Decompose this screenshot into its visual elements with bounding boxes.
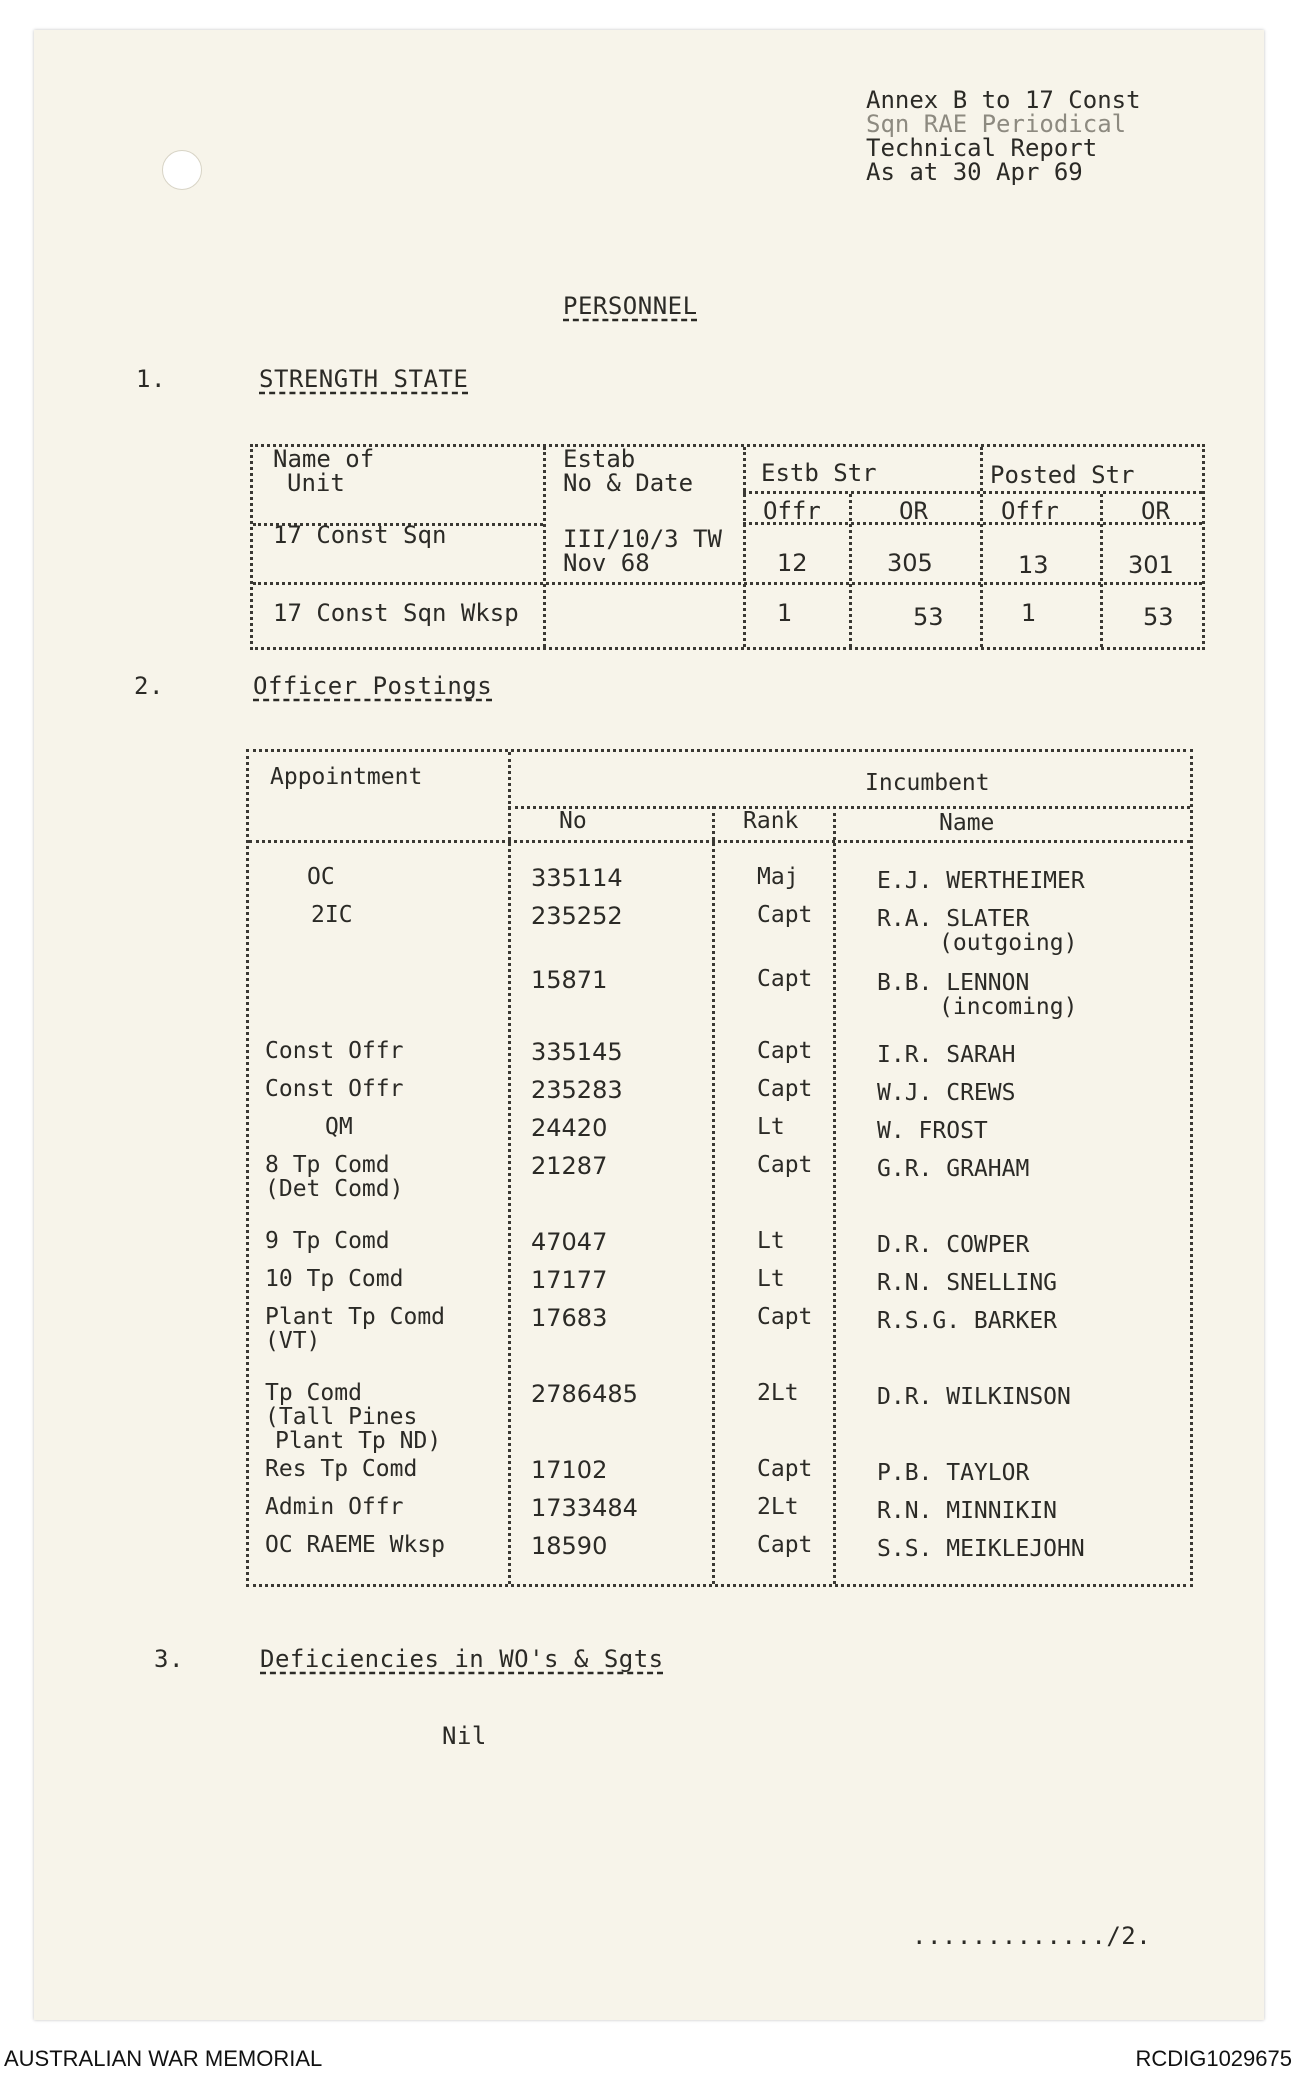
rank: Capt <box>757 1532 813 1558</box>
appointment: Const Offr <box>265 1076 404 1102</box>
row-divider <box>249 840 1190 843</box>
appointment: Const Offr <box>265 1038 404 1064</box>
column-divider <box>980 447 983 647</box>
header-incumbent: Incumbent <box>865 770 990 796</box>
incumbent-name: R.N. SNELLING <box>877 1270 1058 1296</box>
service-number: 24420 <box>531 1114 608 1142</box>
column-divider <box>712 806 715 1584</box>
incumbent-name: R.A. SLATER <box>877 906 1030 932</box>
section-number: 3. <box>154 1645 184 1673</box>
header-rank: Rank <box>743 808 799 834</box>
appointment: 2IC <box>311 902 353 928</box>
posted-offr: 1 <box>1021 599 1037 627</box>
appointment: 9 Tp Comd <box>265 1228 390 1254</box>
header-posted-str: Posted Str <box>990 461 1135 489</box>
section-heading: Officer Postings <box>253 672 493 700</box>
appointment: 10 Tp Comd <box>265 1266 404 1292</box>
rank: Capt <box>757 1076 813 1102</box>
incumbent-name: S.S. MEIKLEJOHN <box>877 1536 1085 1562</box>
appointment: QM <box>325 1114 353 1140</box>
appointment-detail: (Tall Pines <box>265 1404 418 1430</box>
unit-name: 17 Const Sqn Wksp <box>273 599 519 627</box>
rank: 2Lt <box>757 1494 799 1520</box>
header-unit: Name of <box>273 445 375 473</box>
archive-credit: AUSTRALIAN WAR MEMORIAL <box>4 2046 323 2071</box>
column-divider <box>849 494 852 647</box>
incumbent-name: P.B. TAYLOR <box>877 1460 1030 1486</box>
service-number: 21287 <box>531 1152 608 1180</box>
column-divider <box>1100 494 1103 647</box>
appointment-detail: (VT) <box>265 1328 321 1354</box>
appointment: OC <box>307 864 335 890</box>
service-number: 17102 <box>531 1456 608 1484</box>
appointment-detail: Plant Tp ND) <box>275 1428 442 1454</box>
incumbent-name: D.R. WILKINSON <box>877 1384 1071 1410</box>
column-divider <box>508 752 511 1584</box>
incumbent-note: (outgoing) <box>939 930 1078 956</box>
column-divider <box>743 447 746 647</box>
incumbent-name: W.J. CREWS <box>877 1080 1016 1106</box>
estab-date: Nov 68 <box>563 549 650 577</box>
service-number: 17177 <box>531 1266 608 1294</box>
service-number: 335145 <box>531 1038 623 1066</box>
punch-hole <box>162 150 202 190</box>
row-divider <box>508 806 1190 809</box>
section-number: 1. <box>136 365 166 393</box>
estb-offr: 1 <box>777 599 793 627</box>
appointment: Res Tp Comd <box>265 1456 418 1482</box>
incumbent-name: B.B. LENNON <box>877 970 1030 996</box>
header-estab: Estab <box>563 445 636 473</box>
estb-or: 53 <box>913 603 944 631</box>
service-number: 2786485 <box>531 1380 638 1408</box>
page-title: PERSONNEL <box>563 292 698 320</box>
appointment: Admin Offr <box>265 1494 404 1520</box>
estab-number: III/10/3 TW <box>563 525 722 553</box>
header-unit: Unit <box>287 469 345 497</box>
incumbent-name: G.R. GRAHAM <box>877 1156 1030 1182</box>
rank: Capt <box>757 1304 813 1330</box>
posted-or: 301 <box>1128 551 1174 579</box>
annex-line: As at 30 Apr 69 <box>866 158 1083 186</box>
estb-offr: 12 <box>777 549 808 577</box>
header-estab: No & Date <box>563 469 694 497</box>
incumbent-name: R.S.G. BARKER <box>877 1308 1058 1334</box>
appointment: Plant Tp Comd <box>265 1304 446 1330</box>
header-offr: Offr <box>1001 497 1059 525</box>
service-number: 47047 <box>531 1228 608 1256</box>
section-body: Nil <box>442 1722 487 1750</box>
estb-or: 305 <box>887 549 933 577</box>
annex-line: Sqn RAE Periodical <box>866 110 1127 138</box>
incumbent-note: (incoming) <box>939 994 1078 1020</box>
section-heading: Deficiencies in WO's & Sgts <box>260 1645 664 1673</box>
rank: Lt <box>757 1228 785 1254</box>
rank: Capt <box>757 1152 813 1178</box>
unit-name: 17 Const Sqn <box>273 521 447 549</box>
header-no: No <box>559 808 587 834</box>
incumbent-name: I.R. SARAH <box>877 1042 1016 1068</box>
rank: Lt <box>757 1266 785 1292</box>
rank: Capt <box>757 966 813 992</box>
header-offr: Offr <box>763 497 821 525</box>
service-number: 17683 <box>531 1304 608 1332</box>
section-heading: STRENGTH STATE <box>259 365 469 393</box>
service-number: 235283 <box>531 1076 623 1104</box>
header-or: OR <box>899 497 928 525</box>
appointment: 8 Tp Comd <box>265 1152 390 1178</box>
incumbent-name: R.N. MINNIKIN <box>877 1498 1058 1524</box>
appointment-detail: (Det Comd) <box>265 1176 404 1202</box>
row-divider <box>743 491 1202 494</box>
service-number: 15871 <box>531 966 608 994</box>
rank: Capt <box>757 1456 813 1482</box>
archive-reference: RCDIG1029675 <box>1135 2046 1292 2071</box>
rank: Capt <box>757 902 813 928</box>
annex-line: Technical Report <box>866 134 1098 162</box>
appointment: OC RAEME Wksp <box>265 1532 446 1558</box>
incumbent-name: W. FROST <box>877 1118 988 1144</box>
page-continuation: ............./2. <box>912 1922 1152 1950</box>
header-or: OR <box>1141 497 1170 525</box>
service-number: 18590 <box>531 1532 608 1560</box>
incumbent-name: E.J. WERTHEIMER <box>877 868 1085 894</box>
service-number: 235252 <box>531 902 623 930</box>
service-number: 335114 <box>531 864 623 892</box>
appointment: Tp Comd <box>265 1380 362 1406</box>
incumbent-name: D.R. COWPER <box>877 1232 1030 1258</box>
rank: Lt <box>757 1114 785 1140</box>
service-number: 1733484 <box>531 1494 638 1522</box>
rank: Maj <box>757 864 799 890</box>
rank: Capt <box>757 1038 813 1064</box>
annex-reference <box>866 88 1141 184</box>
section-number: 2. <box>134 672 164 700</box>
column-divider <box>833 806 836 1584</box>
officer-postings-table <box>246 749 1193 1587</box>
header-estb-str: Estb Str <box>761 459 877 487</box>
posted-or: 53 <box>1143 603 1174 631</box>
posted-offr: 13 <box>1018 551 1049 579</box>
row-divider <box>253 582 1202 585</box>
rank: 2Lt <box>757 1380 799 1406</box>
strength-table <box>250 444 1205 650</box>
header-name: Name <box>939 810 995 836</box>
annex-line: Annex B to 17 Const <box>866 86 1141 114</box>
column-divider <box>543 447 546 647</box>
header-appointment: Appointment <box>270 764 423 790</box>
